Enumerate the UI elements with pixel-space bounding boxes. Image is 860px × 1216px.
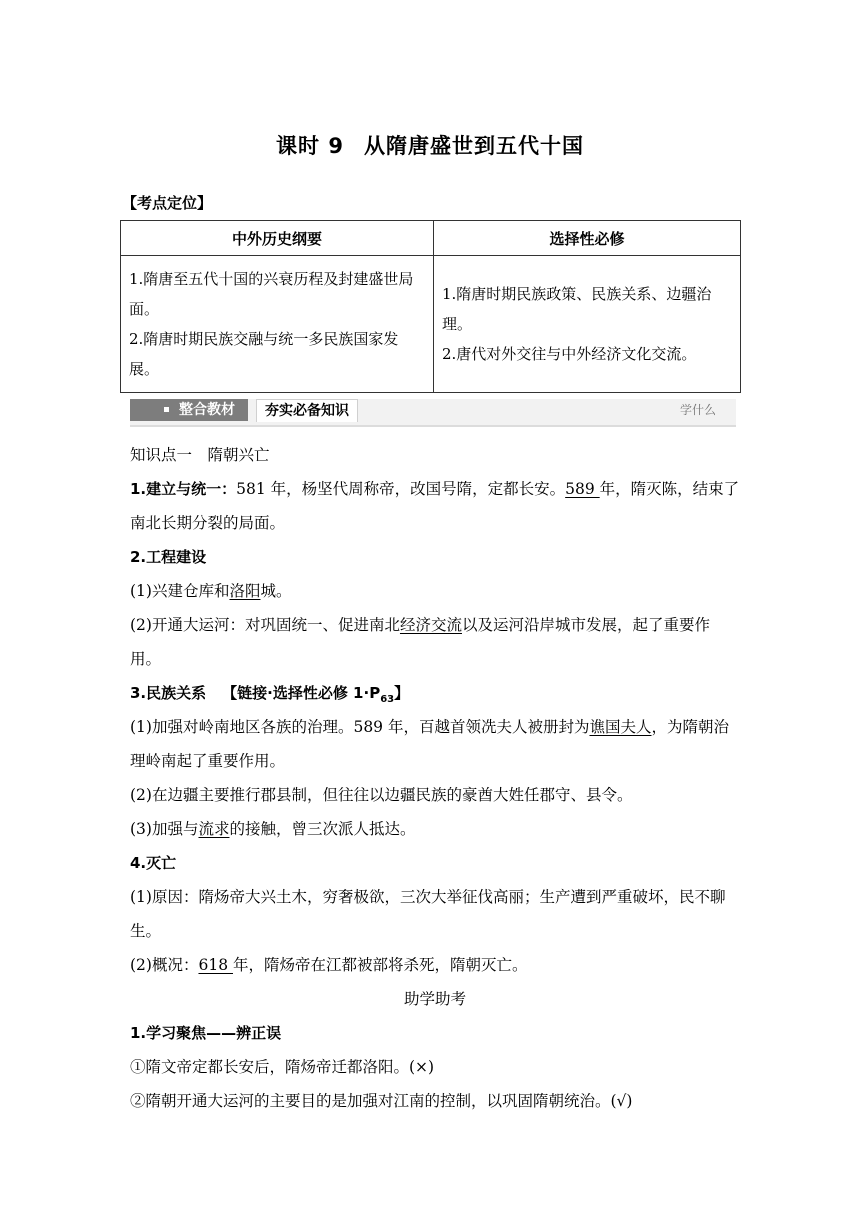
text: ，为隋朝治理岭南起了重要作用。 <box>130 718 730 770</box>
answer-underline: 流求 <box>198 820 230 838</box>
paragraph <box>130 1016 740 1050</box>
lesson-title: 从隋唐盛世到五代十国 <box>363 134 584 158</box>
paragraph <box>130 574 740 608</box>
link-text: 【链接·选择性必修 1·P <box>222 684 381 702</box>
banner-tag-label: 整合教材 <box>179 402 235 418</box>
item-label: 2.工程建设 <box>130 548 207 566</box>
table-header: 中外历史纲要 <box>121 221 434 256</box>
section-heading: 知识点一 隋朝兴亡 <box>130 446 270 464</box>
cell-line: 1.隋唐至五代十国的兴衰历程及封建盛世局面。 <box>129 270 414 318</box>
item-label: 1.学习聚焦——辨正误 <box>130 1024 282 1042</box>
text: (2)开通大运河：对巩固统一、促进南北 <box>130 616 400 634</box>
paragraph <box>130 540 740 574</box>
cell-line: 1.隋唐时期民族政策、民族关系、边疆治理。 <box>442 285 712 333</box>
answer-underline: 589 <box>565 480 600 498</box>
answer-underline: 谯国夫人 <box>589 718 652 736</box>
paragraph <box>130 812 740 846</box>
paragraph <box>130 710 740 778</box>
text: (1)兴建仓库和 <box>130 582 230 600</box>
paragraph: ②隋朝开通大运河的主要目的是加强对江南的控制，以巩固隋朝统治。(√) <box>130 1092 633 1110</box>
text: 年，隋炀帝在江都被部将杀死，隋朝灭亡。 <box>232 956 528 974</box>
banner-hint: 学什么 <box>679 403 716 417</box>
paragraph <box>130 846 740 880</box>
paragraph <box>130 472 740 540</box>
paragraph: (1)原因：隋炀帝大兴土木，穷奢极欲，三次大举征伐高丽；生产遭到严重破坏，民不聊生。 <box>130 888 726 940</box>
table-header: 选择性必修 <box>434 221 741 256</box>
paragraph <box>130 948 740 982</box>
paragraph: ①隋文帝定都长安后，隋炀帝迁都洛阳。(×) <box>130 1058 435 1076</box>
kaodian-label: 【考点定位】 <box>122 194 213 212</box>
answer-underline: 经济交流 <box>399 616 462 634</box>
answer-underline: 洛阳 <box>229 582 261 600</box>
item-label: 1.建立与统一： <box>130 480 237 498</box>
paragraph <box>130 676 740 710</box>
cross-reference <box>222 684 410 705</box>
banner-tag <box>130 399 248 421</box>
answer-underline: 618 <box>198 956 233 974</box>
kaodian-table <box>120 220 741 393</box>
cell-line: 2.唐代对外交往与中外经济文化交流。 <box>442 345 697 363</box>
item-label: 3.民族关系 <box>130 684 207 702</box>
content-body <box>130 438 740 1118</box>
text: 581 年，杨坚代周称帝，改国号隋，定都长安。 <box>236 480 566 498</box>
paragraph: (2)在边疆主要推行郡县制，但往往以边疆民族的豪酋大姓任郡守、县令。 <box>130 786 633 804</box>
item-label: 4.灭亡 <box>130 854 177 872</box>
text: (1)加强对岭南地区各族的治理。589 年，百越首领冼夫人被册封为 <box>130 718 590 736</box>
square-bullet-icon <box>164 407 169 412</box>
text: 年，隋灭陈，结束了南北长期分裂的局面。 <box>130 480 740 532</box>
text: 城。 <box>260 582 292 600</box>
banner-title: 夯实必备知识 <box>256 399 358 422</box>
text: (2)概况： <box>130 956 199 974</box>
paragraph <box>130 608 740 676</box>
link-subscript: 63 <box>380 694 395 705</box>
page-title <box>0 130 860 160</box>
subsection-title: 助学助考 <box>403 990 466 1008</box>
lesson-number: 课时 9 <box>276 134 344 158</box>
table-cell <box>121 256 434 393</box>
section-banner <box>130 399 736 427</box>
text: 的接触，曾三次派人抵达。 <box>229 820 416 838</box>
link-end: 】 <box>394 684 410 702</box>
text: 以及运河沿岸城市发展，起了重要作用。 <box>130 616 710 668</box>
table-cell <box>434 256 741 393</box>
text: (3)加强与 <box>130 820 199 838</box>
cell-line: 2.隋唐时期民族交融与统一多民族国家发展。 <box>129 330 399 378</box>
